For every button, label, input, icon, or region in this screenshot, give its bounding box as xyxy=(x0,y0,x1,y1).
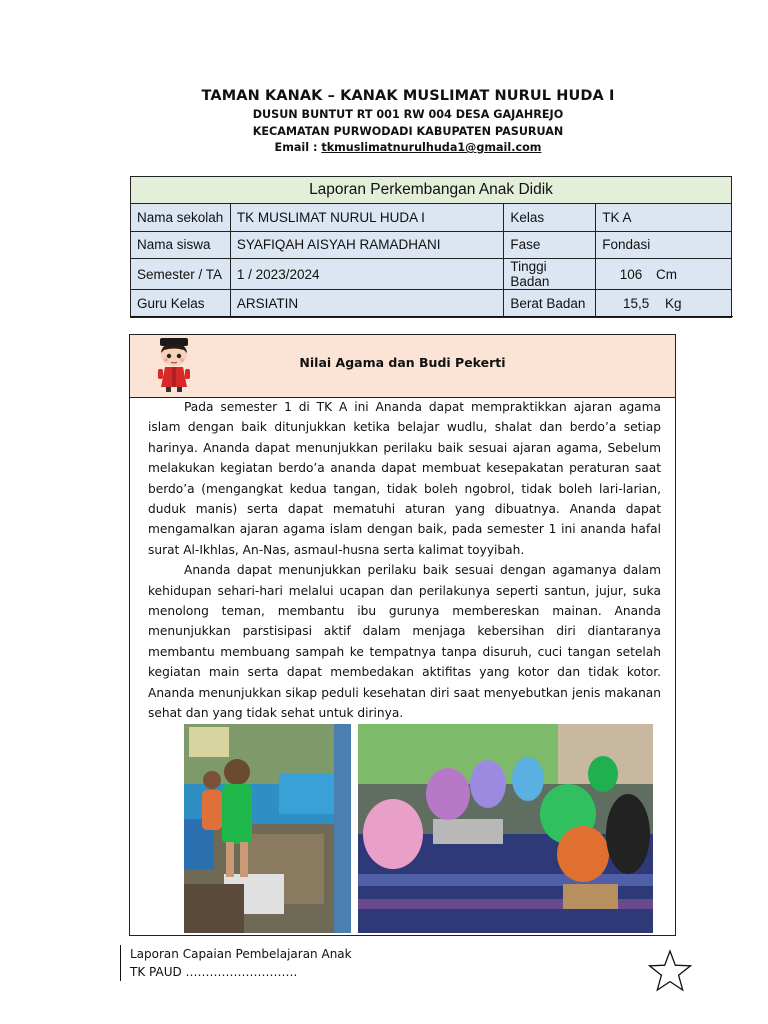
student-label: Nama siswa xyxy=(131,231,231,259)
school-value: TK MUSLIMAT NURUL HUDA I xyxy=(230,204,503,232)
table-row xyxy=(131,259,732,290)
footer-line-1: Laporan Capaian Pembelajaran Anak xyxy=(130,947,352,961)
footer-line-2: TK PAUD ………………………. xyxy=(130,965,298,979)
report-caption: Laporan Perkembangan Anak Didik xyxy=(131,177,732,204)
section-header xyxy=(130,335,675,398)
class-label: Kelas xyxy=(504,204,596,232)
class-value: TK A xyxy=(596,204,732,232)
email-line xyxy=(0,140,768,157)
height-label: Tinggi Badan xyxy=(504,259,596,290)
student-value: SYAFIQAH AISYAH RAMADHANI xyxy=(230,231,503,259)
semester-value: 1 / 2023/2024 xyxy=(230,259,503,290)
table-row xyxy=(131,290,732,318)
page-footer xyxy=(120,945,352,981)
height-cell xyxy=(596,259,732,290)
height-value: 106 xyxy=(619,266,643,282)
table-bottom-rule xyxy=(130,316,733,317)
email-label: Email : xyxy=(274,141,322,154)
table-row xyxy=(131,204,732,232)
height-unit: Cm xyxy=(655,266,677,282)
photo-handwashing xyxy=(184,724,351,933)
email-link[interactable]: tkmuslimatnurulhuda1@gmail.com xyxy=(321,141,542,154)
weight-cell xyxy=(596,290,732,318)
table-row xyxy=(131,231,732,259)
teacher-label: Guru Kelas xyxy=(131,290,231,318)
paragraph-2: Ananda dapat menunjukkan perilaku baik sesuai dengan agamanya dalam kehidupan sehari-hari melalui ucapan dan perilakunya seperti santun, jujur, suka menolong teman, membantu ibu gurunya membereskan mainan. Ananda menunjukkan parstisipasi aktif dalam menjaga kebersihan diri diantaranya membantu membuang sampah ke tempatnya tanpa disuruh, cuci tangan setelah kegiatan main serta dapat membedakan aktifitas yang kotor dan tidak kotor. Ananda menunjukkan sikap peduli kesehatan diri saat menyebutkan jenis makanan sehat dan yang tidak sehat untuk dirinya. xyxy=(148,563,661,721)
school-label: Nama sekolah xyxy=(131,204,231,232)
letterhead xyxy=(0,88,768,157)
school-name: TAMAN KANAK – KANAK MUSLIMAT NURUL HUDA I xyxy=(201,88,615,104)
address-line-1: DUSUN BUNTUT RT 001 RW 004 DESA GAJAHREJO xyxy=(252,108,564,121)
phase-label: Fase xyxy=(504,231,596,259)
photo-praying xyxy=(358,724,653,933)
teacher-value: ARSIATIN xyxy=(230,290,503,318)
student-info-table xyxy=(130,176,732,318)
address-line-2: KECAMATAN PURWODADI KABUPATEN PASURUAN xyxy=(252,124,564,138)
section-body xyxy=(148,397,661,724)
weight-value: 15,5 xyxy=(622,295,650,311)
weight-unit: Kg xyxy=(664,295,682,311)
weight-label: Berat Badan xyxy=(504,290,596,318)
phase-value: Fondasi xyxy=(596,231,732,259)
semester-label: Semester / TA xyxy=(131,259,231,290)
star-icon xyxy=(647,949,693,993)
paragraph-1: Pada semester 1 di TK A ini Ananda dapat mempraktikkan ajaran agama islam dengan baik ditunjukkan ketika belajar wudlu, shalat dan berdo’a setiap harinya. Ananda dapat menunjukkan perilaku baik sesuai ajaran agama, Sebelum melakukan kegiatan berdo’a ananda dapat membuat kesepakatan peraturan saat berdo’a (mengangkat kedua tangan, tidak boleh ngobrol, tidak boleh lari-larian, duduk manis) serta dapat mematuhi aturan yang dibuatnya. Ananda dapat mengamalkan ajaran agama islam dengan baik, pada semester 1 ini ananda hafal surat Al-Ikhlas, An-Nas, asmaul-husna serta kalimat toyyibah. xyxy=(148,400,661,557)
section-title: Nilai Agama dan Budi Pekerti xyxy=(299,355,506,370)
